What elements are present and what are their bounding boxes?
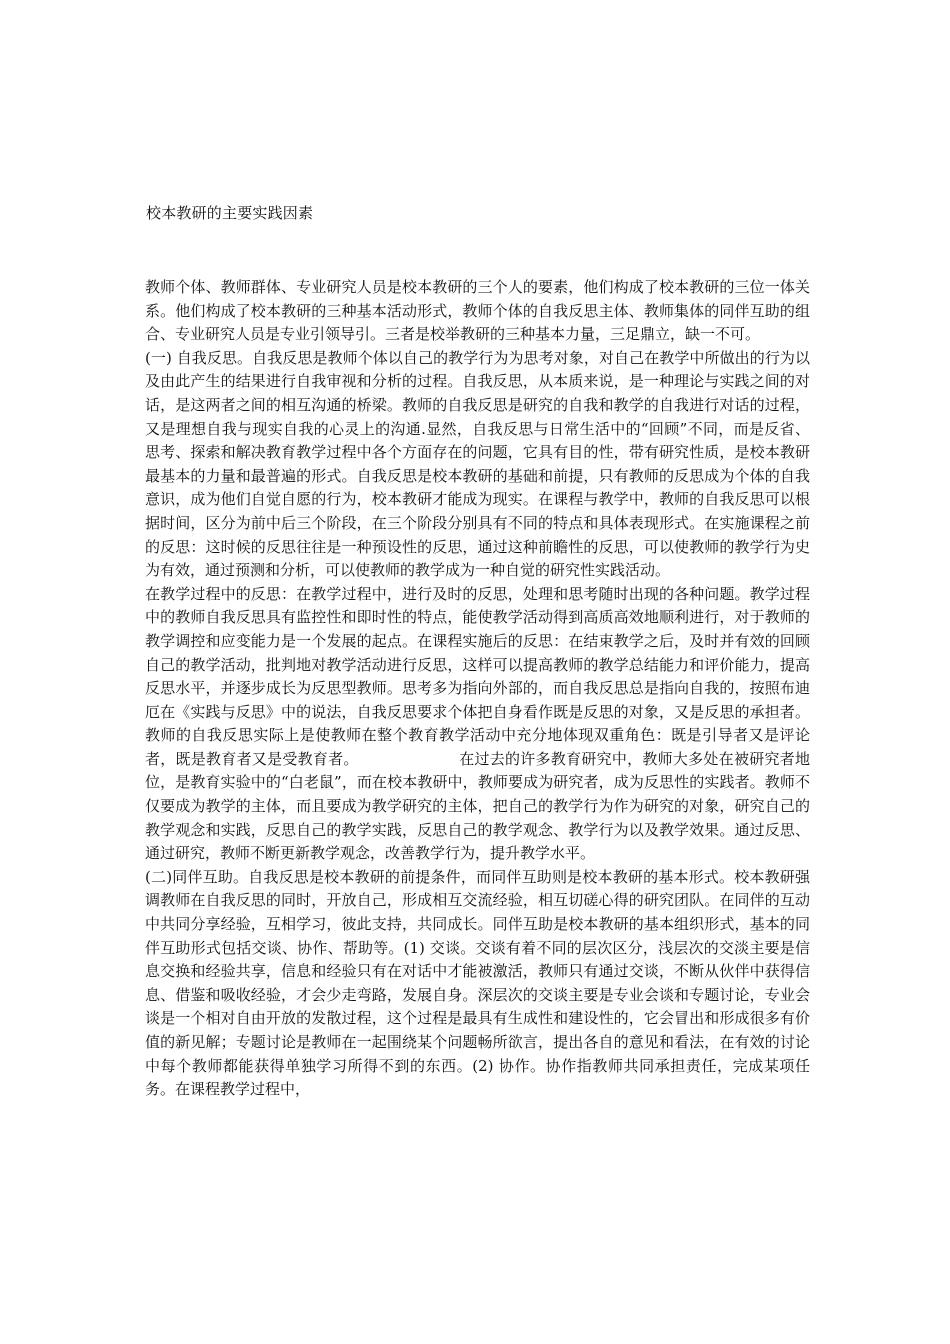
document-body bbox=[145, 276, 810, 1102]
paragraph-reflection-in-teaching: 在教学过程中的反思：在教学过程中，进行及时的反思，处理和思考随时出现的各种问题。教学过程中的教师自我反思具有监控性和即时性的特点，能使教学活动得到高质高效地顺利进行，对于教师的教学调控和应变能力是一个发展的起点。在课程实施后的反思：在结束教学之后，及时并有效的回顾自己的教学活动，批判地对教学活动进行反思，这样可以提高教师的教学总结能力和评价能力，提高反思水平，并逐步成长为反思型教师。思考多为指向外部的，而自我反思总是指向自我的，按照布迪厄在《实践与反思》中的说法，自我反思要求个体把自身看作既是反思的对象，又是反思的承担者。教师的自我反思实际上是使教师在整个教育教学活动中充分地体现双重角色：既是引导者又是评论者，既是教育者又是受教育者。 在过去的许多教育研究中，教师大多处在被研究者地位，是教育实验中的“白老鼠”，而在校本教研中，教师要成为研究者，成为反思性的实践者。教师不仅要成为教学的主体，而且要成为教学研究的主体，把自己的教学行为作为研究的对象，研究自己的教学观念和实践，反思自己的教学实践，反思自己的教学观念、教学行为以及教学效果。通过反思、通过研究，教师不断更新教学观念，改善教学行为，提升教学水平。 bbox=[145, 584, 810, 863]
document-title: 校本教研的主要实践因素 bbox=[146, 204, 314, 222]
paragraph-intro: 教师个体、教师群体、专业研究人员是校本教研的三个人的要素，他们构成了校本教研的三位一体关系。他们构成了校本教研的三种基本活动形式，教师个体的自我反思主体、教师集体的同伴互助的组合、专业研究人员是专业引领导引。三者是校举教研的三种基本力量，三足鼎立，缺一不可。 bbox=[145, 278, 810, 344]
paragraph-self-reflection: (一) 自我反思。自我反思是教师个体以自己的教学行为为思考对象，对自己在教学中所做出的行为以及由此产生的结果进行自我审视和分析的过程。自我反思，从本质来说，是一种理论与实践之间的对话，是这两者之间的相互沟通的桥梁。教师的自我反思是研究的自我和教学的自我进行对话的过程，又是理想自我与现实自我的心灵上的沟通.显然，自我反思与日常生活中的“回顾”不同，而是反省、思考、探索和解决教育教学过程中各个方面存在的问题，它具有目的性，带有研究性质，是校本教研最基本的力量和最普遍的形式。自我反思是校本教研的基础和前提，只有教师的反思成为个体的自我意识，成为他们自觉自愿的行为，校本教研才能成为现实。在课程与教学中，教师的自我反思可以根据时间，区分为前中后三个阶段，在三个阶段分别具有不同的特点和具体表现形式。在实施课程之前的反思：这时候的反思往往是一种预设性的反思，通过这种前瞻性的反思，可以使教师的教学行为史为有效，通过预测和分析，可以使教师的教学成为一种自觉的研究性实践活动。 bbox=[145, 348, 810, 580]
paragraph-peer-assistance: (二)同伴互助。自我反思是校本教研的前提条件，而同伴互助则是校本教研的基本形式。校本教研强调教师在自我反思的同时，开放自己，形成相互交流经验，相互切磋心得的研究团队。在同伴的互动中共同分享经验，互相学习，彼此支持，共同成长。同伴互助是校本教研的基本组织形式，基本的同伴互助形式包括交谈、协作、帮助等。(1) 交谈。交谈有着不同的层次区分，浅层次的交淡主要是信息交换和经验共享，信息和经验只有在对话中才能被激活，教师只有通过交谈，不断从伙伴中获得信息、借鉴和吸收经验，才会少走弯路，发展自身。深层次的交谈主要是专业会谈和专题讨论，专业会谈是一个相对自由开放的发散过程，这个过程是最具有生成性和建设性的，它会冒出和形成很多有价值的新见解；专题讨论是教师在一起围绕某个问题畅所欲言，提出各自的意见和看法，在有效的讨论中每个教师都能获得单独学习所得不到的东西。(2) 协作。协作指教师共同承担责任，完成某项任务。在课程教学过程中， bbox=[145, 867, 810, 1099]
